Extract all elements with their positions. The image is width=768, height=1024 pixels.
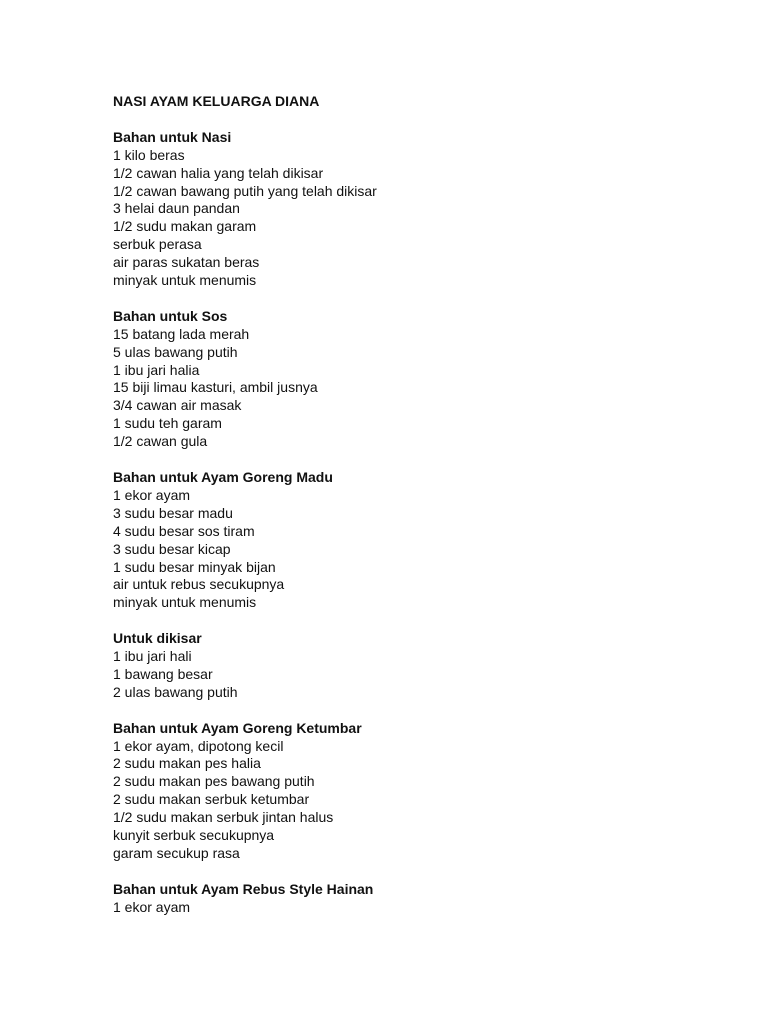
section-heading: Bahan untuk Ayam Rebus Style Hainan [113, 880, 374, 897]
ingredient-line: 1/2 cawan gula [113, 433, 208, 450]
ingredient-line: 2 ulas bawang putih [113, 683, 238, 700]
section-untuk-dikisar [113, 630, 733, 702]
ingredient-line: 1 ekor ayam [113, 898, 191, 915]
ingredient-line: 1/2 cawan bawang putih yang telah dikisar [113, 182, 377, 199]
ingredient-line: 3 sudu besar madu [113, 504, 233, 521]
recipe-document [113, 93, 733, 934]
ingredient-line: 3 sudu besar kicap [113, 540, 231, 557]
ingredient-line: 1 sudu teh garam [113, 415, 222, 432]
ingredient-line: 2 sudu makan serbuk ketumbar [113, 791, 310, 808]
ingredient-line: 1 ekor ayam [113, 486, 191, 503]
ingredient-line: 15 batang lada merah [113, 325, 250, 342]
ingredient-line: air untuk rebus secukupnya [113, 576, 285, 593]
ingredient-line: 3 helai daun pandan [113, 200, 240, 217]
section-heading: Bahan untuk Ayam Goreng Madu [113, 468, 333, 485]
ingredient-line: 1 ibu jari hali [113, 648, 192, 665]
ingredient-line: kunyit serbuk secukupnya [113, 827, 275, 844]
section-heading: Bahan untuk Ayam Goreng Ketumbar [113, 719, 362, 736]
ingredient-line: 15 biji limau kasturi, ambil jusnya [113, 379, 318, 396]
ingredient-line: 1 ibu jari halia [113, 361, 200, 378]
section-heading: Untuk dikisar [113, 630, 202, 647]
ingredient-line: 1 kilo beras [113, 146, 185, 163]
ingredient-line: 4 sudu besar sos tiram [113, 522, 255, 539]
ingredient-line: 1/2 cawan halia yang telah dikisar [113, 164, 324, 181]
section-ayam-goreng-ketumbar [113, 720, 733, 863]
document-title: NASI AYAM KELUARGA DIANA [113, 93, 320, 109]
section-sos [113, 308, 733, 451]
ingredient-line: 1/2 sudu makan garam [113, 218, 257, 235]
ingredient-line: 1/2 sudu makan serbuk jintan halus [113, 809, 334, 826]
section-ayam-goreng-madu [113, 469, 733, 612]
ingredient-line: minyak untuk menumis [113, 272, 257, 289]
ingredient-line: serbuk perasa [113, 236, 202, 253]
ingredient-line: 3/4 cawan air masak [113, 397, 242, 414]
ingredient-line: 1 ekor ayam, dipotong kecil [113, 737, 284, 754]
section-heading: Bahan untuk Sos [113, 307, 228, 324]
ingredient-line: 1 sudu besar minyak bijan [113, 558, 276, 575]
ingredient-line: 2 sudu makan pes halia [113, 755, 261, 772]
ingredient-line: 5 ulas bawang putih [113, 343, 238, 360]
ingredient-line: air paras sukatan beras [113, 254, 260, 271]
ingredient-line: minyak untuk menumis [113, 594, 257, 611]
section-ayam-rebus-hainan [113, 881, 733, 917]
ingredient-line: garam secukup rasa [113, 844, 240, 861]
section-nasi [113, 129, 733, 290]
ingredient-line: 2 sudu makan pes bawang putih [113, 773, 315, 790]
section-heading: Bahan untuk Nasi [113, 128, 232, 145]
ingredient-line: 1 bawang besar [113, 665, 213, 682]
